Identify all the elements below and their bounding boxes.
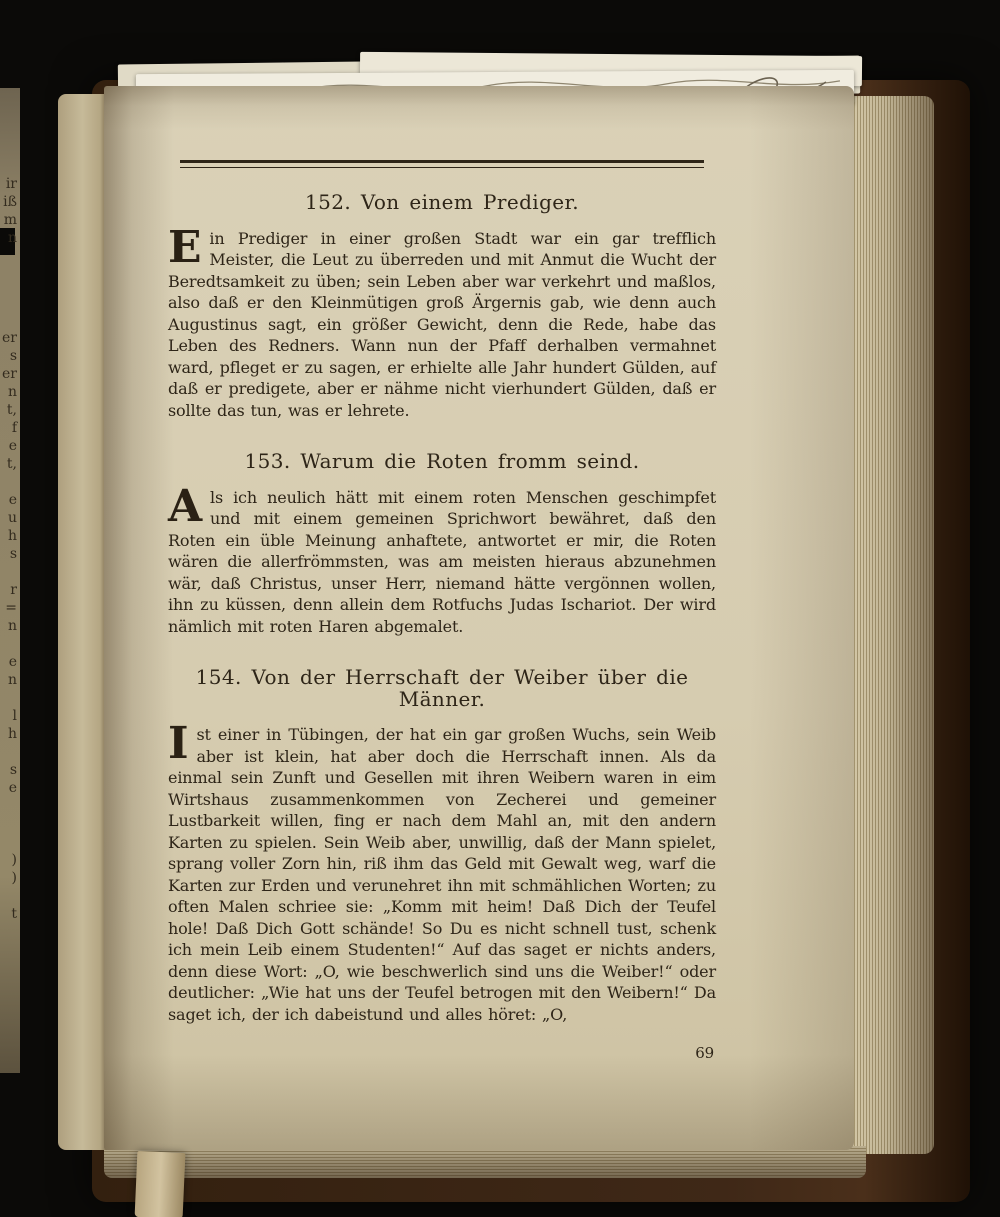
section-153-body: Als ich neulich hätt mit einem roten Menschen geschimpfet und mit einem gemeinen Sprichwort bewähret, daß den Roten ein üble Meinung anhaftete, antwortet er mir, die Roten wären die allerfrömmsten, was am meisten hieraus abzunehmen wär, daß Christus, unser Herr, niemand hätte vergönnen wollen, ihn zu küssen, denn allein dem Rotfuchs Judas Ischariot. Der wird nämlich mit roten Haren abgemalet. bbox=[168, 480, 716, 636]
left-page-fragment: e bbox=[8, 654, 17, 670]
left-page-fragment: iß bbox=[3, 194, 17, 210]
far-left-page-edge bbox=[0, 88, 20, 1073]
left-page-fragment: s bbox=[9, 348, 17, 364]
left-page-fragment: = bbox=[5, 600, 17, 616]
left-page-fragment: s bbox=[9, 546, 17, 562]
left-page-fragment: e bbox=[8, 438, 17, 454]
page-text-column bbox=[168, 160, 716, 1065]
left-page-fragment: e bbox=[8, 780, 17, 796]
section-152-heading: 152. Von einem Prediger. bbox=[304, 190, 580, 214]
section-154-body: Ist einer in Tübingen, der hat ein gar großen Wuchs, sein Weib aber ist klein, hat aber doch die Herrschaft innen. Als da einmal sein Zunft und Gesellen mit ihren Weibern waren in eim Wirtshaus zusammenkommen von Zecherei und gemeiner Lustbarkeit willen, fing er nach dem Mahl an, mit den andern Karten zu spielen. Sein Weib aber, unwillig, daß der Mann spielet, sprang voller Zorn hin, riß ihm das Geld mit Gewalt weg, warf die Karten zur Erden und verunehret ihn mit schmählichen Worten; zu often Malen schriee sie: „Komm mit heim! Daß Dich der Teufel hole! Daß Dich Gott schände! So Du es nicht schnell tust, schenk ich mein Leib einem Studenten!“ Auf das saget er nichts anders, denn diese Wort: „O, wie beschwerlich sind uns die Weiber!“ oder deutlicher: „Wie hat uns der Teufel betrogen mit den Weibern!“ Da saget ich, der ich dabeistund und alles höret: „O, bbox=[168, 718, 716, 1024]
divider-rule bbox=[180, 160, 704, 168]
left-page-fragment: t, bbox=[6, 402, 17, 418]
left-page-fragment: t, bbox=[6, 456, 17, 472]
page-number: 69 bbox=[695, 1044, 714, 1062]
left-page-fragment: ir bbox=[5, 176, 17, 192]
left-page-fragment: er bbox=[2, 330, 17, 346]
left-page-fragment: ) bbox=[11, 870, 17, 886]
left-page-fragment: n bbox=[7, 672, 17, 688]
left-page-fragment: er bbox=[2, 366, 17, 382]
left-page-fragment: h bbox=[7, 528, 17, 544]
left-page-fragment: n bbox=[7, 618, 17, 634]
left-page-fragment: f bbox=[11, 420, 17, 436]
page-stack-bottom bbox=[104, 1146, 866, 1178]
left-page-fragment: l bbox=[12, 708, 17, 724]
left-page-fragment: n bbox=[7, 384, 17, 400]
section-153-heading: 153. Warum die Roten fromm seind. bbox=[244, 449, 640, 473]
edge-mark bbox=[0, 228, 15, 255]
left-page-fragment: r bbox=[10, 582, 17, 598]
left-page-fragment: n bbox=[7, 230, 17, 246]
left-page-fragment: m bbox=[3, 212, 17, 228]
left-page-fragment: ) bbox=[11, 852, 17, 868]
left-page-fragment: h bbox=[7, 726, 17, 742]
left-page-fragment: t bbox=[11, 906, 17, 922]
section-154-heading: 154. Von der Herrschaft der Weiber über die Männer. bbox=[195, 665, 689, 711]
left-page-fragment: s bbox=[9, 762, 17, 778]
bookmark-ribbon bbox=[135, 1151, 186, 1217]
section-152-body: Ein Prediger in einer großen Stadt war ein gar trefflich Meister, die Leut zu überreden und mit Anmut die Wucht der Beredtsamkeit zu üben; sein Leben aber war verkehrt und maßlos, also daß er den Kleinmütigen groß Ärgernis gab, wie denn auch Augustinus sagt, ein größer Gewicht, denn die Rede, habe das Leben des Redners. Wann nun der Pfaff derhalben vermahnet ward, pfleget er zu sagen, er erhielte alle Jahr hundert Gülden, auf daß er predigete, aber er nähme nicht vierhundert Gülden, daß er sollte das tun, was er lehrete. bbox=[168, 221, 716, 420]
page-stack-right bbox=[852, 96, 934, 1154]
book-page bbox=[104, 86, 854, 1150]
left-page-fragment: u bbox=[7, 510, 17, 526]
left-page-fragment: e bbox=[8, 492, 17, 508]
